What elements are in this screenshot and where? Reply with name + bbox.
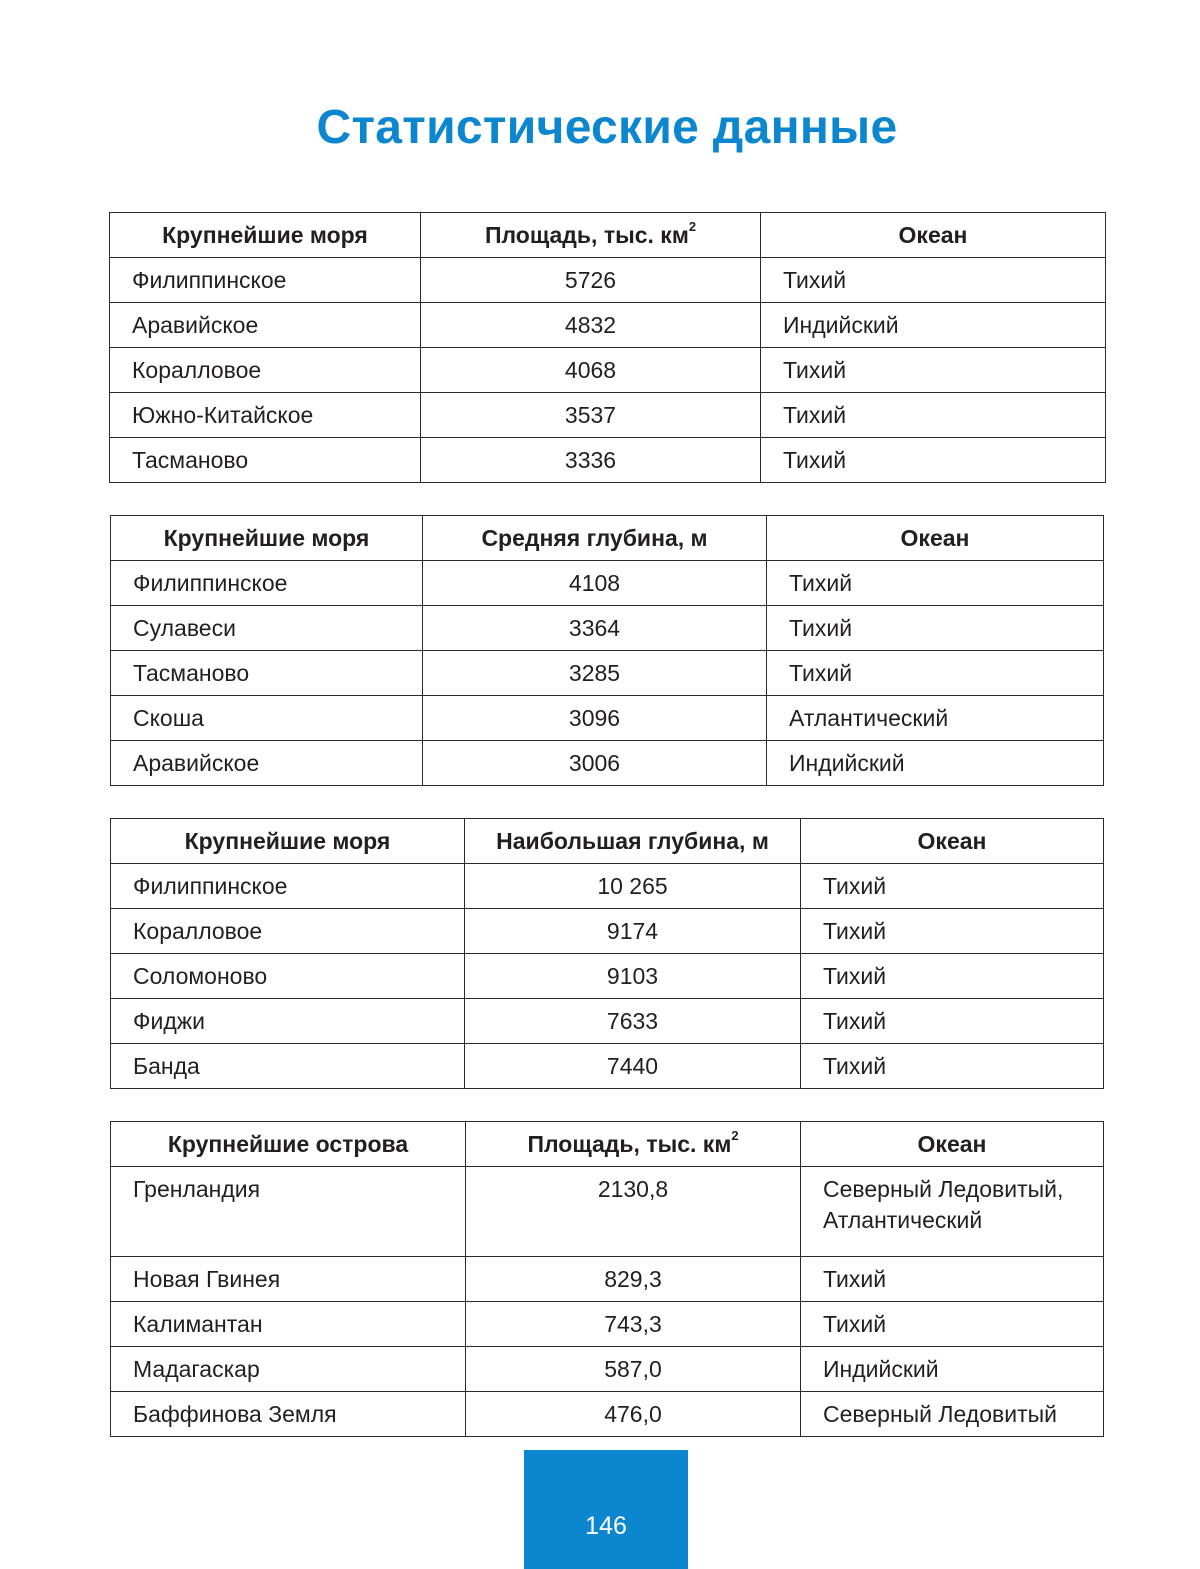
island-name-cell: Калимантан xyxy=(111,1302,466,1347)
column-header: Площадь, тыс. $км^2$ xyxy=(421,213,761,258)
ocean-cell: Тихий xyxy=(767,651,1104,696)
island-name-cell: Мадагаскар xyxy=(111,1347,466,1392)
ocean-cell: Тихий xyxy=(801,864,1104,909)
island-name-cell: Новая Гвинея xyxy=(111,1257,466,1302)
column-header: Крупнейшие моря xyxy=(111,819,465,864)
column-header: Океан xyxy=(761,213,1106,258)
value-cell: 5726 xyxy=(421,258,761,303)
ocean-cell: Индийский xyxy=(801,1347,1104,1392)
page-number: 146 xyxy=(585,1512,627,1540)
table-row xyxy=(110,258,1106,303)
ocean-cell: Тихий xyxy=(801,999,1104,1044)
column-header: Крупнейшие моря xyxy=(110,213,421,258)
table-row xyxy=(111,864,1104,909)
table-row xyxy=(111,1302,1104,1347)
table-row xyxy=(110,393,1106,438)
ocean-cell: Тихий xyxy=(761,348,1106,393)
superscript: 2 xyxy=(731,1127,739,1143)
value-cell: 4108 xyxy=(423,561,767,606)
value-cell: 9103 xyxy=(465,954,801,999)
value-cell: 3096 xyxy=(423,696,767,741)
column-header: Крупнейшие моря xyxy=(111,516,423,561)
value-cell: 7633 xyxy=(465,999,801,1044)
table-row xyxy=(111,1044,1104,1089)
table-row xyxy=(111,1392,1104,1437)
sea-name-cell: Коралловое xyxy=(111,909,465,954)
ocean-cell: Индийский xyxy=(761,303,1106,348)
column-header: Океан xyxy=(767,516,1104,561)
value-cell: 2130,8 xyxy=(466,1167,801,1257)
ocean-cell: Индийский xyxy=(767,741,1104,786)
table-row xyxy=(110,303,1106,348)
ocean-cell: Северный Ледовитый, Атлантический xyxy=(801,1167,1104,1257)
table-header-row xyxy=(111,819,1104,864)
island-name-cell: Баффинова Земля xyxy=(111,1392,466,1437)
sea-name-cell: Коралловое xyxy=(110,348,421,393)
table-row xyxy=(111,561,1104,606)
ocean-cell: Тихий xyxy=(761,438,1106,483)
sea-name-cell: Тасманово xyxy=(111,651,423,696)
value-cell: 3006 xyxy=(423,741,767,786)
table-row xyxy=(111,954,1104,999)
ocean-cell: Тихий xyxy=(767,561,1104,606)
column-header: Крупнейшие острова xyxy=(111,1122,466,1167)
sea-name-cell: Филиппинское xyxy=(111,864,465,909)
island-name-cell: Гренландия xyxy=(111,1167,466,1257)
sea-name-cell: Филиппинское xyxy=(111,561,423,606)
table-row xyxy=(111,1167,1104,1257)
sea-name-cell: Филиппинское xyxy=(110,258,421,303)
ocean-cell: Тихий xyxy=(767,606,1104,651)
seas-average-depth-table xyxy=(110,515,1104,786)
value-cell: 476,0 xyxy=(466,1392,801,1437)
column-header: Площадь, тыс. $км^2$ xyxy=(466,1122,801,1167)
table-header-row xyxy=(110,213,1106,258)
value-cell: 3364 xyxy=(423,606,767,651)
seas-max-depth-table xyxy=(110,818,1104,1089)
value-cell: 4832 xyxy=(421,303,761,348)
value-cell: 3285 xyxy=(423,651,767,696)
table-row xyxy=(111,651,1104,696)
table-header-row xyxy=(111,1122,1104,1167)
sea-name-cell: Банда xyxy=(111,1044,465,1089)
sea-name-cell: Скоша xyxy=(111,696,423,741)
ocean-cell: Северный Ледовитый xyxy=(801,1392,1104,1437)
sea-name-cell: Фиджи xyxy=(111,999,465,1044)
sea-name-cell: Аравийское xyxy=(110,303,421,348)
value-cell: 7440 xyxy=(465,1044,801,1089)
islands-area-table xyxy=(110,1121,1104,1437)
value-cell: 10 265 xyxy=(465,864,801,909)
sea-name-cell: Тасманово xyxy=(110,438,421,483)
table-row xyxy=(110,438,1106,483)
table-row xyxy=(111,741,1104,786)
ocean-cell: Тихий xyxy=(801,1302,1104,1347)
ocean-cell: Тихий xyxy=(801,1257,1104,1302)
table-row xyxy=(111,999,1104,1044)
table-header-row xyxy=(111,516,1104,561)
value-cell: 743,3 xyxy=(466,1302,801,1347)
value-cell: 587,0 xyxy=(466,1347,801,1392)
value-cell: 4068 xyxy=(421,348,761,393)
ocean-cell: Тихий xyxy=(801,954,1104,999)
table-row xyxy=(111,606,1104,651)
table-row xyxy=(111,1347,1104,1392)
sea-name-cell: Южно-Китайское xyxy=(110,393,421,438)
sea-name-cell: Соломоново xyxy=(111,954,465,999)
table-row xyxy=(111,696,1104,741)
superscript: 2 xyxy=(688,218,697,234)
page-number-tab xyxy=(524,1450,688,1569)
ocean-cell: Тихий xyxy=(801,1044,1104,1089)
ocean-cell: Тихий xyxy=(761,393,1106,438)
column-header: Наибольшая глубина, м xyxy=(465,819,801,864)
value-cell: 3336 xyxy=(421,438,761,483)
column-header: Океан xyxy=(801,1122,1104,1167)
value-cell: 829,3 xyxy=(466,1257,801,1302)
table-row xyxy=(111,909,1104,954)
page-title: Статистические данные xyxy=(316,101,898,154)
table-row xyxy=(110,348,1106,393)
ocean-cell: Тихий xyxy=(761,258,1106,303)
ocean-cell: Тихий xyxy=(801,909,1104,954)
column-header: Средняя глубина, м xyxy=(423,516,767,561)
value-cell: 9174 xyxy=(465,909,801,954)
sea-name-cell: Аравийское xyxy=(111,741,423,786)
sea-name-cell: Сулавеси xyxy=(111,606,423,651)
seas-area-table xyxy=(109,212,1106,483)
ocean-cell: Атлантический xyxy=(767,696,1104,741)
column-header: Океан xyxy=(801,819,1104,864)
table-row xyxy=(111,1257,1104,1302)
value-cell: 3537 xyxy=(421,393,761,438)
